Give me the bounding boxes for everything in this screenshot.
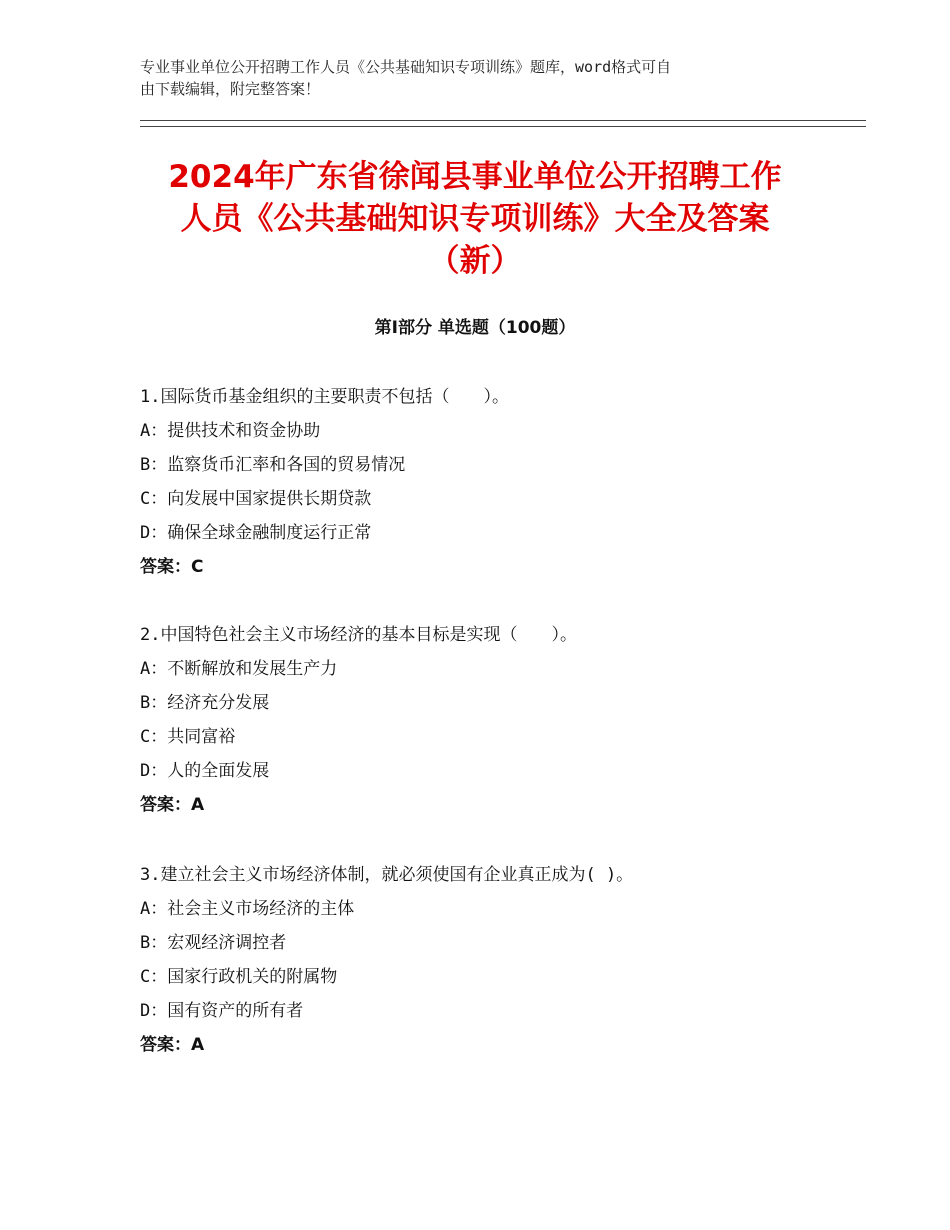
option-c: C：共同富裕 (140, 727, 236, 747)
header-note-line-1: 专业事业单位公开招聘工作人员《公共基础知识专项训练》题库，word格式可自 (140, 58, 672, 76)
option-a: A：不断解放和发展生产力 (140, 659, 338, 679)
option-b: B：宏观经济调控者 (140, 933, 287, 953)
question-item (140, 380, 840, 584)
section-heading: 第Ⅰ部分 单选题（100题） (374, 318, 576, 338)
header-divider (140, 120, 866, 127)
header-note-line-2: 由下载编辑，附完整答案！ (140, 80, 321, 98)
option-c: C：向发展中国家提供长期贷款 (140, 489, 372, 509)
question-stem: 3.建立社会主义市场经济体制，就必须使国有企业真正成为( )。 (140, 865, 634, 885)
answer-line: 答案：C (140, 557, 204, 577)
question-item (140, 858, 840, 1062)
option-a: A：提供技术和资金协助 (140, 421, 321, 441)
question-item (140, 618, 840, 822)
document-title-line-3: （新） (428, 243, 522, 279)
question-stem: 1.国际货币基金组织的主要职责不包括（ ）。 (140, 387, 509, 407)
option-b: B：监察货币汇率和各国的贸易情况 (140, 455, 406, 475)
answer-line: 答案：A (140, 795, 205, 815)
option-d: D：国有资产的所有者 (140, 1001, 304, 1021)
document-title-line-1: 2024年广东省徐闻县事业单位公开招聘工作 (168, 159, 782, 195)
option-d: D：确保全球金融制度运行正常 (140, 523, 372, 543)
header-note (140, 56, 820, 100)
option-b: B：经济充分发展 (140, 693, 270, 713)
question-stem: 2.中国特色社会主义市场经济的基本目标是实现（ ）。 (140, 625, 577, 645)
option-c: C：国家行政机关的附属物 (140, 967, 338, 987)
document-title-line-2: 人员《公共基础知识专项训练》大全及答案 (180, 201, 770, 237)
answer-line: 答案：A (140, 1035, 205, 1055)
option-a: A：社会主义市场经济的主体 (140, 899, 355, 919)
document-title (130, 156, 820, 282)
option-d: D：人的全面发展 (140, 761, 270, 781)
